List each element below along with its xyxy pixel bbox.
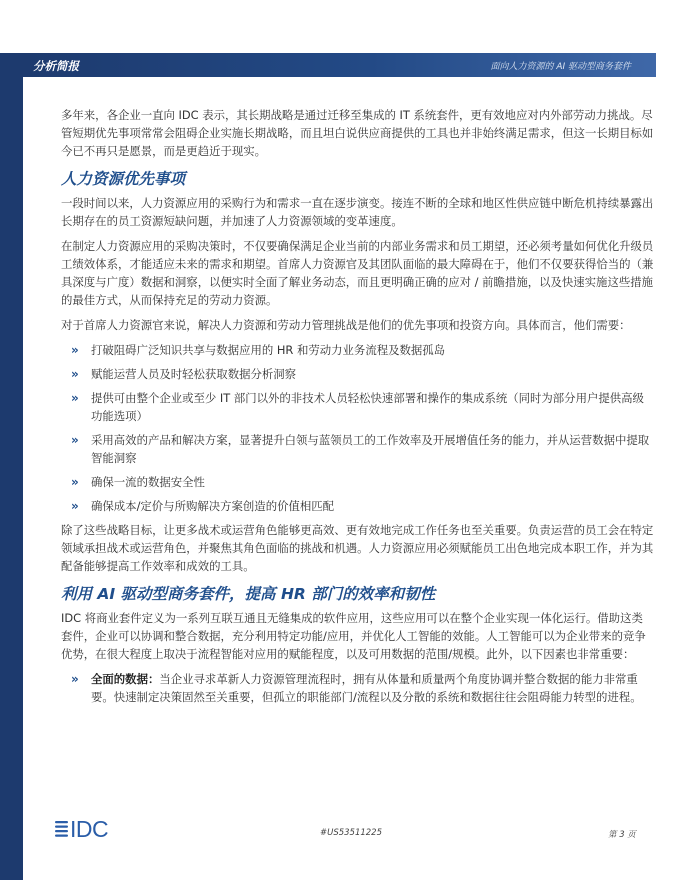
factors-list [61, 670, 654, 706]
paragraph: 对于首席人力资源官来说，解决人力资源和劳动力管理挑战是他们的优先事项和投资方向。具体而言，他们需要： [61, 318, 631, 332]
double-chevron-icon: » [71, 343, 79, 357]
section-heading-ai-suite: 利用 AI 驱动型商务套件，提高 HR 部门的效率和韧性 [61, 585, 436, 603]
paragraph: 一段时间以来，人力资源应用的采购行为和需求一直在逐步演变。接连不断的全球和地区性供应链中断危机持续暴露出长期存在的员工资源短缺问题，并加速了人力资源领域的变革速度。 [61, 196, 654, 228]
left-accent-bar [0, 53, 23, 880]
main-content [61, 106, 654, 712]
double-chevron-icon: » [71, 475, 79, 489]
list-item-text: 提供可由整个企业或至少 IT 部门以外的非技术人员轻松快速部署和操作的集成系统（同时为部分用户提供高级功能选项） [91, 391, 644, 423]
document-id: #US53511225 [320, 828, 383, 838]
priorities-list [61, 341, 654, 515]
list-item-text: 赋能运营人员及时轻松获取数据分析洞察 [91, 367, 297, 381]
list-item-label: 全面的数据： [91, 672, 160, 686]
closing-paragraph: 除了这些战略目标，让更多战术或运营角色能够更高效、更有效地完成工作任务也至关重要。负责运营的员工会在特定领域承担战术或运营角色，并聚焦其角色面临的挑战和机遇。人力资源应用必须赋能员工出色地完成本职工作，并为其配备能够提高工作效率和成效的工具。 [61, 523, 654, 573]
list-item [61, 389, 654, 425]
list-item-text: 确保一流的数据安全性 [91, 475, 205, 489]
list-item-text: 打破阻碍广泛知识共享与数据应用的 HR 和劳动力业务流程及数据孤岛 [91, 343, 446, 357]
list-item [61, 497, 654, 515]
report-type-title: 分析简报 [33, 59, 79, 73]
double-chevron-icon: » [71, 367, 79, 381]
double-chevron-icon: » [71, 433, 79, 447]
header-band [23, 53, 656, 77]
section-heading-hr-priorities: 人力资源优先事项 [61, 170, 186, 188]
list-item [61, 670, 654, 706]
list-item [61, 365, 654, 383]
list-item-text: 当企业寻求革新人力资源管理流程时，拥有从体量和质量两个角度协调并整合数据的能力非常重要。快速制定决策固然至关重要，但孤立的职能部门/流程以及分散的系统和数据往往会阻碍能力转型的进程。 [91, 672, 642, 704]
list-item-text: 确保成本/定价与所购解决方案创造的价值相匹配 [91, 499, 335, 513]
double-chevron-icon: » [71, 391, 79, 405]
list-item [61, 473, 654, 491]
paragraph: 在制定人力资源应用的采购决策时，不仅要确保满足企业当前的内部业务需求和员工期望，还必须考量如何优化升级员工绩效体系，才能适应未来的需求和期望。首席人力资源官及其团队面临的最大障碍在于，他们不仅要获得恰当的（兼具深度与广度）数据和洞察，以便实时全面了解业务动态，而且更明确正确的应对 / 前瞻措施，以及快速实施这些措施的最佳方式，从而保持充足的劳动力资源。 [61, 239, 654, 307]
idc-logo-graphic [55, 815, 127, 841]
list-item-text: 采用高效的产品和解决方案，显著提升白领与蓝领员工的工作效率及开展增值任务的能力，并从运营数据中提取智能洞察 [91, 433, 650, 465]
report-subtitle: 面向人力资源的 AI 驱动型商务套件 [490, 62, 631, 72]
list-item [61, 431, 654, 467]
list-item [61, 341, 654, 359]
double-chevron-icon: » [71, 672, 79, 686]
logo-text: IDC [70, 816, 109, 841]
double-chevron-icon: » [71, 499, 79, 513]
idc-logo-icon [55, 815, 127, 841]
paragraph: IDC 将商业套件定义为一系列互联互通且无缝集成的软件应用，这些应用可以在整个企业实现一体化运行。借助这类套件，企业可以协调和整合数据，充分利用特定功能/应用，并优化人工智能的效能。人工智能可以为企业带来的竞争优势，在很大程度上取决于流程智能对应用的赋能程度，以及可用数据的范围/规模。此外，以下因素也非常重要： [61, 611, 646, 661]
intro-paragraph: 多年来，各企业一直向 IDC 表示，其长期战略是通过迁移至集成的 IT 系统套件，更有效地应对内外部劳动力挑战。尽管短期优先事项常常会阻碍企业实施长期战略，而且坦白说供应商提供的工具也并非始终满足需求，但这一长期目标如今已不再只是愿景，而是更趋近于现实。 [61, 108, 654, 158]
page-number: 第 3 页 [608, 830, 636, 840]
